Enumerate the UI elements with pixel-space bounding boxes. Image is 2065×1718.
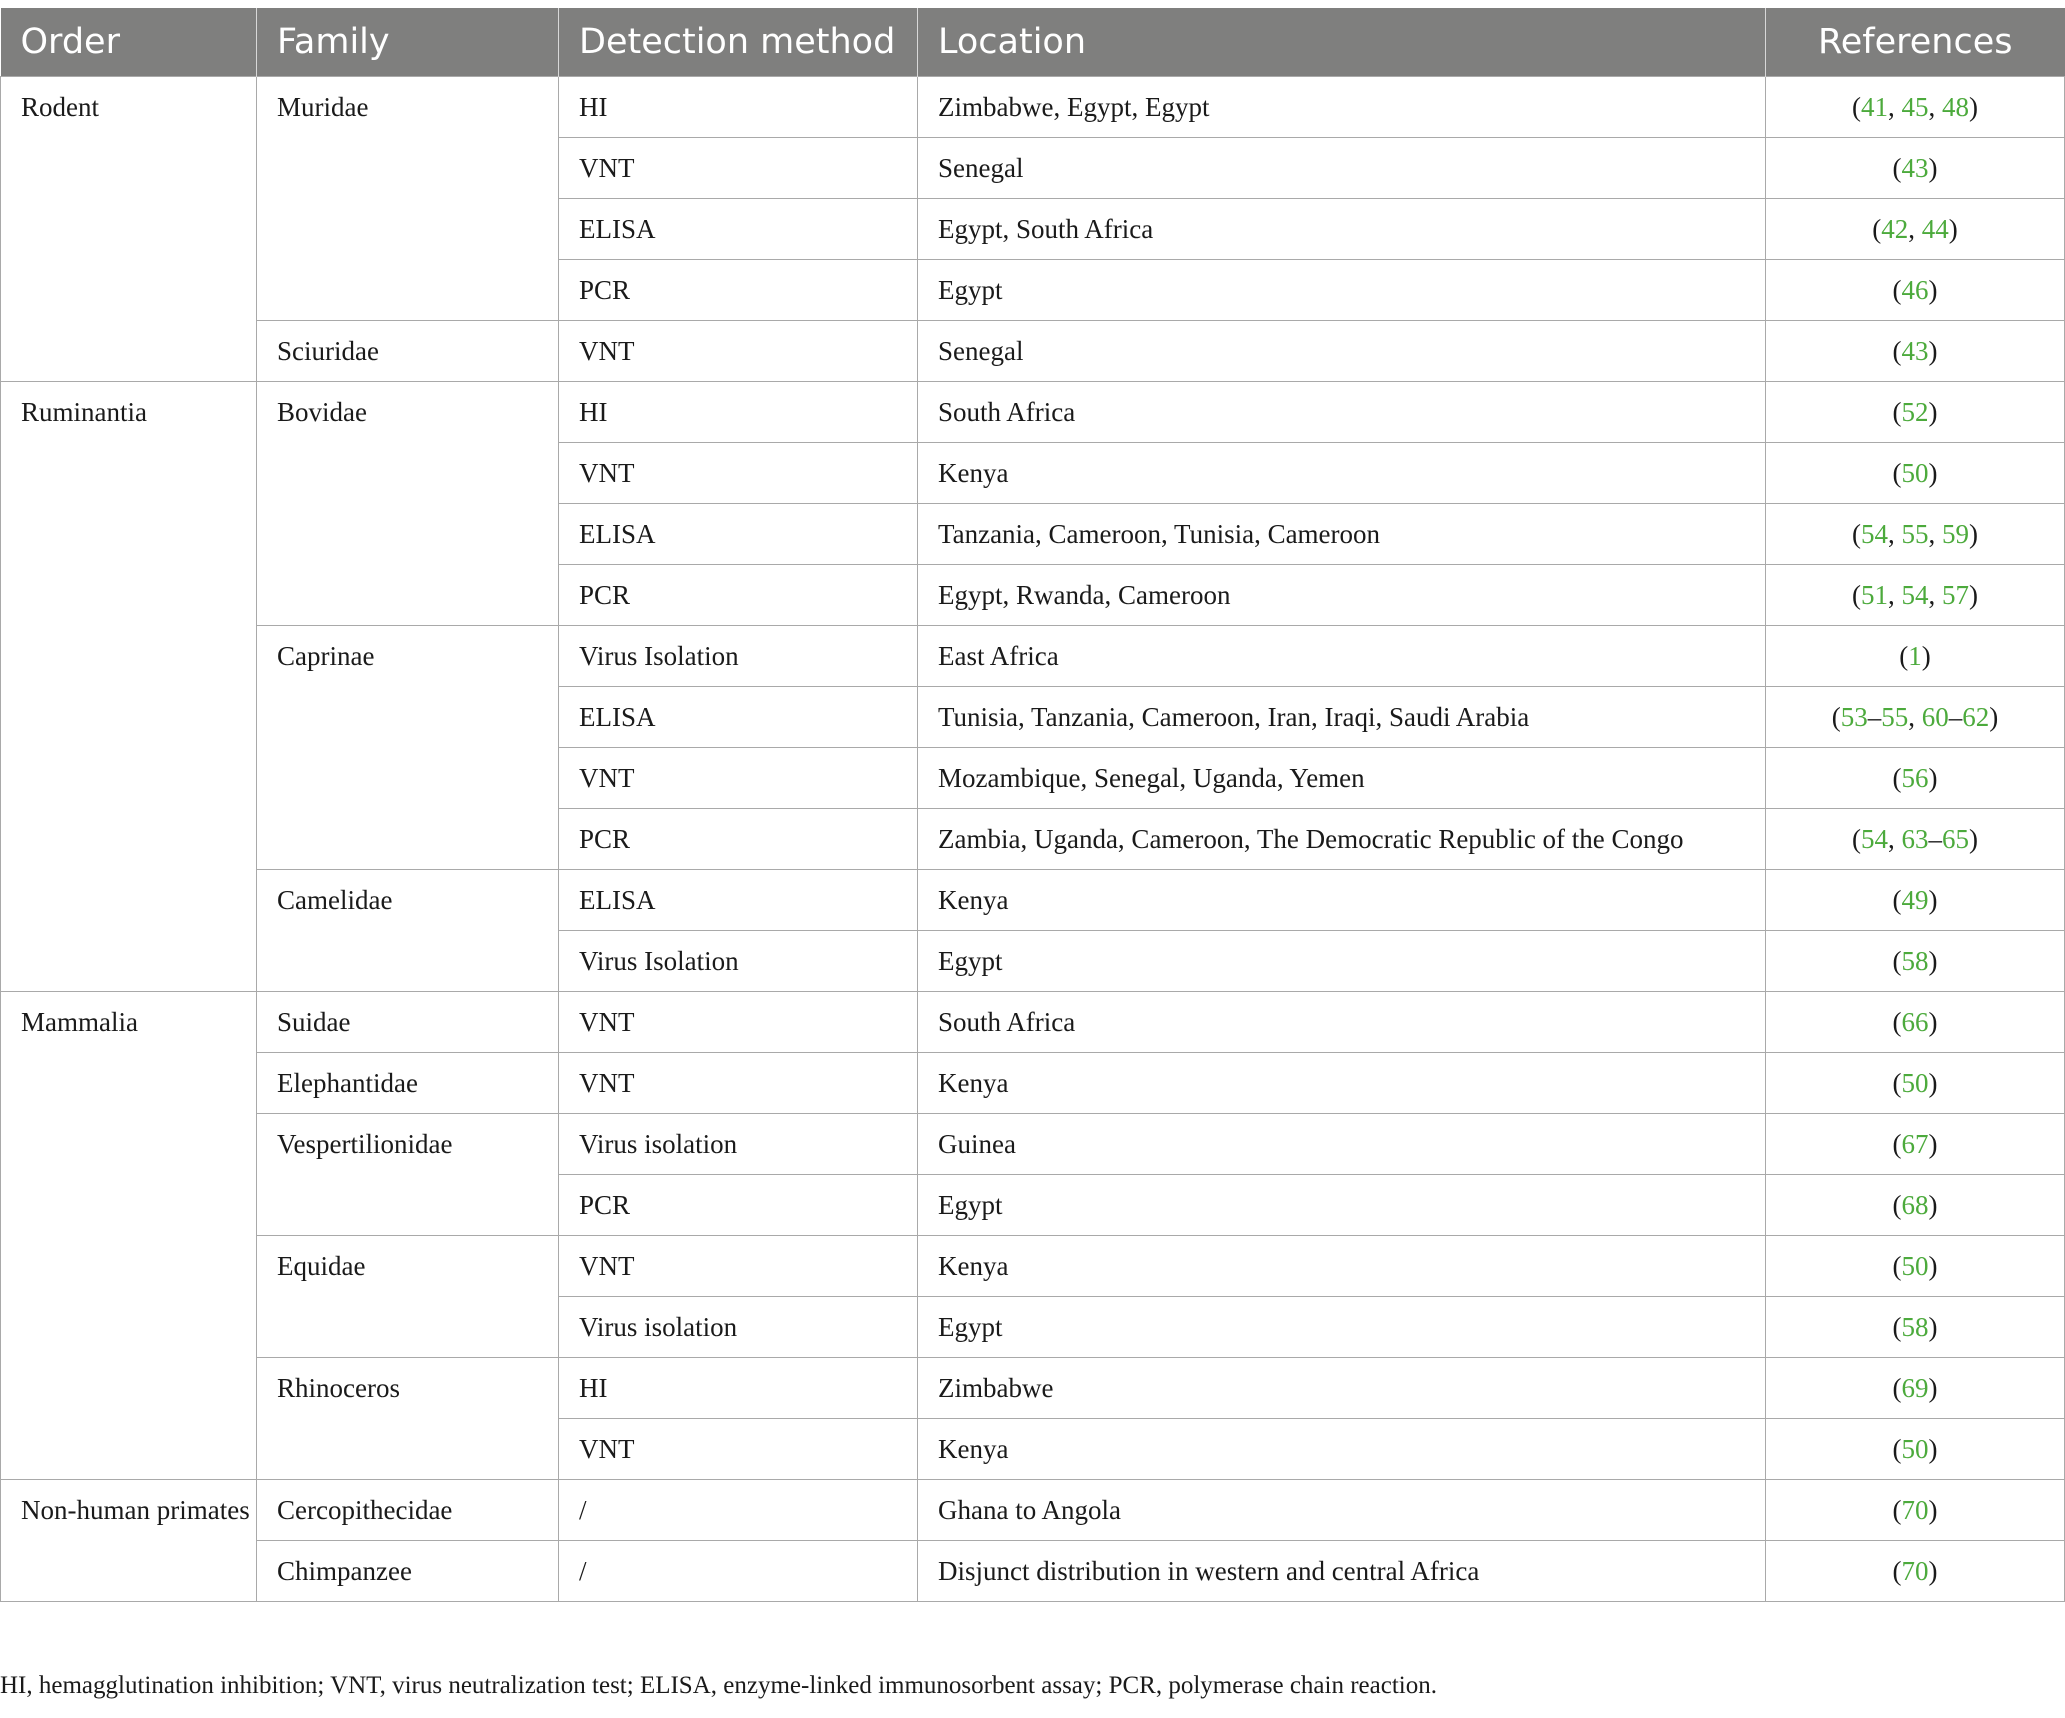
reference-punctuation: (: [1852, 824, 1861, 854]
reference-link[interactable]: 55: [1901, 519, 1929, 549]
reference-link[interactable]: 65: [1942, 824, 1969, 854]
reference-link[interactable]: 44: [1921, 214, 1949, 244]
reference-punctuation: ): [1928, 1068, 1938, 1098]
cell-location: Egypt: [918, 1297, 1766, 1358]
table-footnote: HI, hemagglutination inhibition; VNT, virus neutralization test; ELISA, enzyme-linked immunosorbent assay; PCR, polymerase chain reaction.: [0, 1672, 1437, 1699]
cell-detection-method: Virus isolation: [559, 1297, 918, 1358]
reference-link[interactable]: 1: [1908, 641, 1922, 671]
reference-punctuation: (: [1852, 92, 1861, 122]
table-body: [1, 77, 2065, 1602]
cell-detection-method: VNT: [559, 1419, 918, 1480]
cell-detection-method: HI: [559, 77, 918, 138]
reference-punctuation: ,: [1928, 519, 1942, 549]
reference-punctuation: (: [1892, 458, 1902, 488]
reference-link[interactable]: 68: [1901, 1190, 1929, 1220]
cell-detection-method: ELISA: [559, 504, 918, 565]
header-detection-method: Detection method: [559, 8, 918, 77]
reference-link[interactable]: 43: [1901, 153, 1929, 183]
table-row: [1, 1053, 2065, 1114]
table-row: [1, 870, 2065, 931]
reference-punctuation: (: [1892, 763, 1902, 793]
cell-order: Rodent: [1, 77, 257, 382]
cell-detection-method: VNT: [559, 1236, 918, 1297]
reference-punctuation: ): [1928, 763, 1938, 793]
reference-punctuation: (: [1892, 885, 1902, 915]
reference-link[interactable]: 60: [1921, 702, 1949, 732]
reference-punctuation: ,: [1928, 92, 1942, 122]
cell-references: [1766, 321, 2065, 382]
cell-detection-method: /: [559, 1541, 918, 1602]
reference-punctuation: ): [1969, 580, 1978, 610]
cell-family: Bovidae: [257, 382, 559, 626]
reference-punctuation: ,: [1928, 580, 1942, 610]
cell-references: [1766, 504, 2065, 565]
reference-punctuation: (: [1892, 1434, 1902, 1464]
reference-punctuation: (: [1872, 214, 1882, 244]
cell-detection-method: VNT: [559, 443, 918, 504]
cell-detection-method: Virus isolation: [559, 1114, 918, 1175]
reference-punctuation: ): [1928, 397, 1938, 427]
reference-link[interactable]: 43: [1901, 336, 1929, 366]
reference-link[interactable]: 50: [1901, 1434, 1929, 1464]
reference-punctuation: ): [1928, 1190, 1938, 1220]
cell-references: [1766, 77, 2065, 138]
cell-detection-method: PCR: [559, 260, 918, 321]
reference-punctuation: ,: [1888, 824, 1902, 854]
cell-references: [1766, 260, 2065, 321]
reference-punctuation: (: [1892, 275, 1902, 305]
reference-link[interactable]: 54: [1861, 519, 1888, 549]
cell-location: Kenya: [918, 870, 1766, 931]
cell-detection-method: VNT: [559, 138, 918, 199]
cell-location: Kenya: [918, 1053, 1766, 1114]
reference-punctuation: (: [1892, 1129, 1902, 1159]
reference-link[interactable]: 49: [1901, 885, 1929, 915]
reference-punctuation: (: [1892, 1068, 1902, 1098]
reference-link[interactable]: 42: [1881, 214, 1909, 244]
cell-references: [1766, 1358, 2065, 1419]
table-row: [1, 992, 2065, 1053]
reference-punctuation: (: [1892, 153, 1902, 183]
reference-link[interactable]: 50: [1901, 1068, 1929, 1098]
cell-detection-method: Virus Isolation: [559, 626, 918, 687]
cell-location: Ghana to Angola: [918, 1480, 1766, 1541]
reference-punctuation: ): [1928, 885, 1938, 915]
reference-link[interactable]: 58: [1901, 946, 1929, 976]
reference-punctuation: –: [1867, 702, 1882, 732]
reference-link[interactable]: 67: [1901, 1129, 1929, 1159]
reference-punctuation: ): [1928, 1312, 1938, 1342]
table-row: [1, 1358, 2065, 1419]
cell-references: [1766, 626, 2065, 687]
reference-punctuation: (: [1899, 641, 1909, 671]
cell-location: Egypt, South Africa: [918, 199, 1766, 260]
cell-detection-method: VNT: [559, 1053, 918, 1114]
cell-family: Suidae: [257, 992, 559, 1053]
reference-punctuation: (: [1852, 519, 1861, 549]
cell-location: Egypt: [918, 1175, 1766, 1236]
cell-detection-method: PCR: [559, 1175, 918, 1236]
cell-detection-method: ELISA: [559, 870, 918, 931]
reference-punctuation: ): [1928, 275, 1938, 305]
cell-family: Caprinae: [257, 626, 559, 870]
reference-link[interactable]: 62: [1962, 702, 1990, 732]
cell-references: [1766, 992, 2065, 1053]
reference-punctuation: (: [1892, 946, 1902, 976]
reference-punctuation: ,: [1888, 519, 1902, 549]
reference-link[interactable]: 70: [1901, 1556, 1929, 1586]
cell-detection-method: /: [559, 1480, 918, 1541]
table-row: [1, 1236, 2065, 1297]
host-detection-table: [0, 8, 2065, 1602]
reference-link[interactable]: 50: [1901, 1251, 1929, 1281]
cell-detection-method: PCR: [559, 809, 918, 870]
reference-punctuation: (: [1892, 336, 1902, 366]
cell-location: Egypt, Rwanda, Cameroon: [918, 565, 1766, 626]
reference-punctuation: ): [1969, 519, 1978, 549]
cell-location: Egypt: [918, 260, 1766, 321]
reference-punctuation: ,: [1888, 580, 1902, 610]
reference-punctuation: –: [1948, 702, 1963, 732]
cell-references: [1766, 1053, 2065, 1114]
cell-location: Kenya: [918, 443, 1766, 504]
reference-punctuation: (: [1892, 1190, 1902, 1220]
reference-link[interactable]: 48: [1942, 92, 1969, 122]
table-row: [1, 1480, 2065, 1541]
cell-detection-method: VNT: [559, 748, 918, 809]
reference-link[interactable]: 52: [1901, 397, 1929, 427]
table-row: [1, 1541, 2065, 1602]
cell-order: Mammalia: [1, 992, 257, 1480]
reference-punctuation: –: [1928, 824, 1942, 854]
reference-punctuation: (: [1892, 1251, 1902, 1281]
reference-link[interactable]: 58: [1901, 1312, 1929, 1342]
cell-references: [1766, 748, 2065, 809]
reference-link[interactable]: 51: [1861, 580, 1888, 610]
cell-detection-method: VNT: [559, 992, 918, 1053]
reference-punctuation: ): [1928, 1495, 1938, 1525]
reference-link[interactable]: 55: [1881, 702, 1909, 732]
reference-link[interactable]: 70: [1901, 1495, 1929, 1525]
cell-detection-method: ELISA: [559, 199, 918, 260]
cell-references: [1766, 565, 2065, 626]
cell-location: Kenya: [918, 1236, 1766, 1297]
cell-location: Zimbabwe: [918, 1358, 1766, 1419]
cell-family: Elephantidae: [257, 1053, 559, 1114]
cell-references: [1766, 1297, 2065, 1358]
cell-references: [1766, 382, 2065, 443]
reference-punctuation: ): [1989, 702, 1999, 732]
cell-family: Muridae: [257, 77, 559, 321]
cell-family: Rhinoceros: [257, 1358, 559, 1480]
reference-punctuation: (: [1831, 702, 1841, 732]
cell-location: Kenya: [918, 1419, 1766, 1480]
cell-family: Camelidae: [257, 870, 559, 992]
reference-punctuation: (: [1892, 397, 1902, 427]
header-references: References: [1766, 8, 2065, 77]
reference-link[interactable]: 59: [1942, 519, 1969, 549]
table-row: [1, 382, 2065, 443]
table-header-row: [1, 8, 2065, 77]
cell-detection-method: Virus Isolation: [559, 931, 918, 992]
reference-punctuation: ): [1948, 214, 1958, 244]
cell-family: Equidae: [257, 1236, 559, 1358]
cell-location: Tunisia, Tanzania, Cameroon, Iran, Iraqi, Saudi Arabia: [918, 687, 1766, 748]
cell-references: [1766, 1236, 2065, 1297]
cell-location: Zambia, Uganda, Cameroon, The Democratic Republic of the Congo: [918, 809, 1766, 870]
cell-family: Chimpanzee: [257, 1541, 559, 1602]
reference-link[interactable]: 46: [1901, 275, 1929, 305]
reference-punctuation: ): [1969, 824, 1978, 854]
reference-link[interactable]: 54: [1901, 580, 1929, 610]
reference-punctuation: ): [1928, 153, 1938, 183]
reference-punctuation: ,: [1888, 92, 1902, 122]
reference-punctuation: (: [1892, 1373, 1902, 1403]
reference-link[interactable]: 66: [1901, 1007, 1929, 1037]
table-container: [0, 8, 2065, 1602]
cell-references: [1766, 138, 2065, 199]
cell-references: [1766, 1480, 2065, 1541]
reference-punctuation: ,: [1908, 702, 1922, 732]
reference-punctuation: ): [1928, 1251, 1938, 1281]
table-row: [1, 1114, 2065, 1175]
reference-punctuation: ): [1928, 1556, 1938, 1586]
cell-location: Guinea: [918, 1114, 1766, 1175]
reference-link[interactable]: 63: [1901, 824, 1929, 854]
reference-punctuation: ,: [1908, 214, 1922, 244]
cell-references: [1766, 199, 2065, 260]
cell-detection-method: VNT: [559, 321, 918, 382]
header-location: Location: [918, 8, 1766, 77]
reference-punctuation: ): [1928, 1373, 1938, 1403]
cell-location: East Africa: [918, 626, 1766, 687]
cell-references: [1766, 443, 2065, 504]
reference-punctuation: ): [1969, 92, 1978, 122]
table-row: [1, 321, 2065, 382]
reference-punctuation: (: [1892, 1312, 1902, 1342]
cell-location: Disjunct distribution in western and central Africa: [918, 1541, 1766, 1602]
header-order: Order: [1, 8, 257, 77]
cell-detection-method: HI: [559, 1358, 918, 1419]
cell-family: Vespertilionidae: [257, 1114, 559, 1236]
cell-detection-method: ELISA: [559, 687, 918, 748]
reference-punctuation: ): [1928, 946, 1938, 976]
reference-punctuation: (: [1892, 1007, 1902, 1037]
reference-punctuation: (: [1852, 580, 1861, 610]
reference-punctuation: ): [1928, 1129, 1938, 1159]
reference-link[interactable]: 69: [1901, 1373, 1929, 1403]
reference-punctuation: (: [1892, 1495, 1902, 1525]
cell-order: Ruminantia: [1, 382, 257, 992]
cell-family: Cercopithecidae: [257, 1480, 559, 1541]
cell-location: South Africa: [918, 382, 1766, 443]
cell-references: [1766, 809, 2065, 870]
cell-references: [1766, 931, 2065, 992]
cell-family: Sciuridae: [257, 321, 559, 382]
reference-punctuation: ): [1928, 1434, 1938, 1464]
reference-punctuation: ): [1928, 1007, 1938, 1037]
cell-references: [1766, 1175, 2065, 1236]
cell-location: South Africa: [918, 992, 1766, 1053]
cell-references: [1766, 1419, 2065, 1480]
table-row: [1, 77, 2065, 138]
cell-order: Non-human primates: [1, 1480, 257, 1602]
reference-link[interactable]: 53: [1840, 702, 1868, 732]
reference-punctuation: ): [1921, 641, 1931, 671]
cell-references: [1766, 1114, 2065, 1175]
reference-punctuation: (: [1892, 1556, 1902, 1586]
cell-location: Zimbabwe, Egypt, Egypt: [918, 77, 1766, 138]
cell-location: Mozambique, Senegal, Uganda, Yemen: [918, 748, 1766, 809]
table-row: [1, 626, 2065, 687]
cell-references: [1766, 870, 2065, 931]
cell-detection-method: PCR: [559, 565, 918, 626]
reference-link[interactable]: 57: [1942, 580, 1969, 610]
cell-location: Egypt: [918, 931, 1766, 992]
cell-references: [1766, 1541, 2065, 1602]
reference-link[interactable]: 41: [1861, 92, 1888, 122]
cell-location: Senegal: [918, 138, 1766, 199]
reference-link[interactable]: 56: [1901, 763, 1929, 793]
reference-link[interactable]: 54: [1861, 824, 1888, 854]
reference-punctuation: ): [1928, 336, 1938, 366]
cell-detection-method: HI: [559, 382, 918, 443]
reference-link[interactable]: 50: [1901, 458, 1929, 488]
cell-location: Tanzania, Cameroon, Tunisia, Cameroon: [918, 504, 1766, 565]
header-family: Family: [257, 8, 559, 77]
reference-link[interactable]: 45: [1901, 92, 1929, 122]
cell-location: Senegal: [918, 321, 1766, 382]
reference-punctuation: ): [1928, 458, 1938, 488]
cell-references: [1766, 687, 2065, 748]
